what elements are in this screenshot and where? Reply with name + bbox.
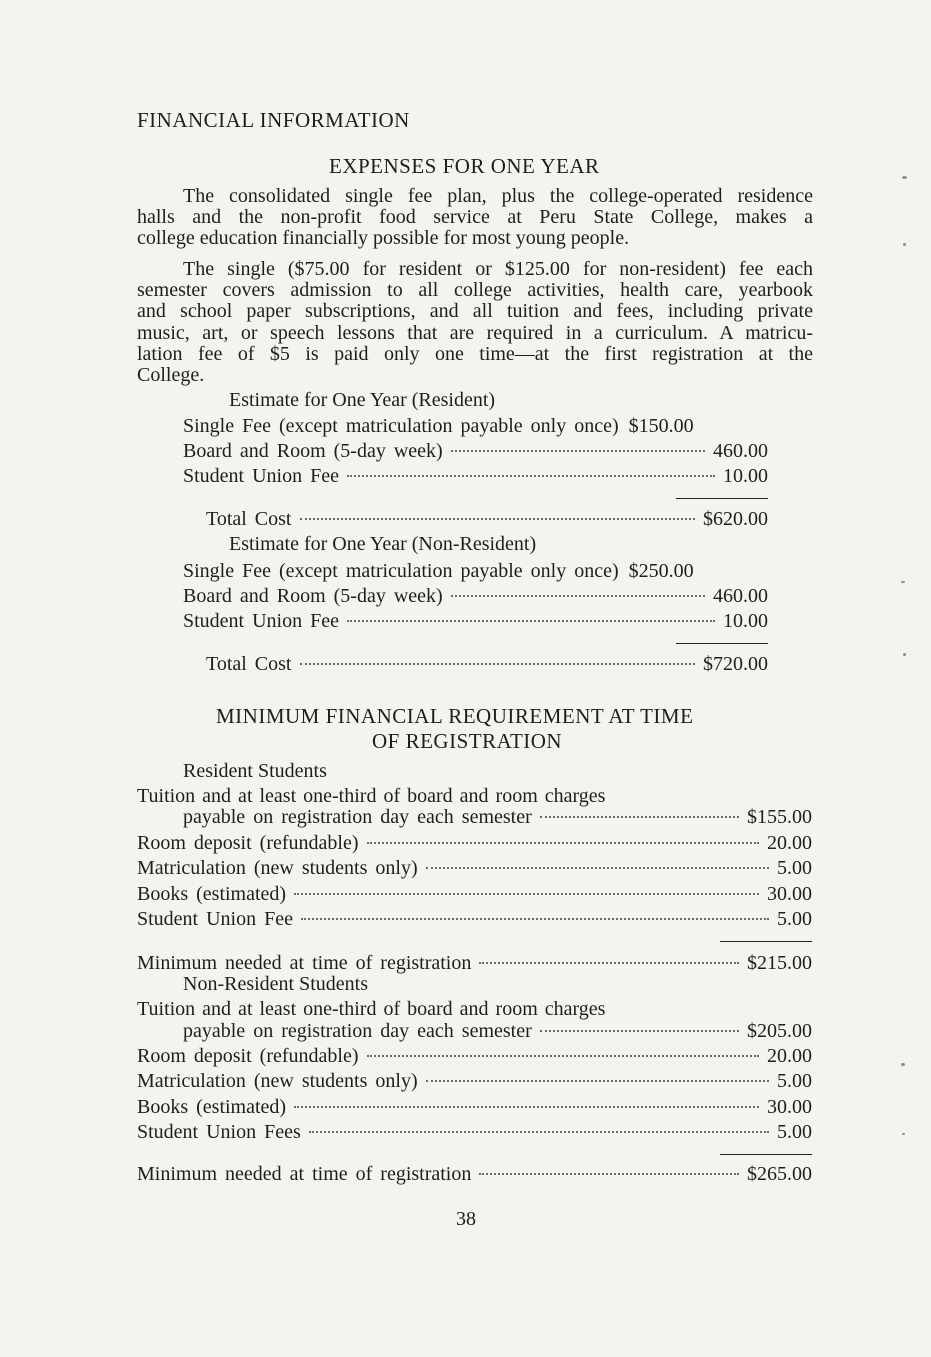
row-label: Books (estimated)	[137, 883, 287, 905]
dot-leader	[540, 816, 739, 818]
row-label: Minimum needed at time of registration	[137, 952, 472, 974]
row-amount: $150.00	[628, 415, 694, 437]
row-amount: 5.00	[777, 1121, 812, 1143]
nonresident-estimate-heading: Estimate for One Year (Non-Resident)	[229, 533, 537, 555]
paragraph-line: The single ($75.00 for resident or $125.00 for non-resident) fee each	[183, 258, 813, 280]
row-label: Student Union Fees	[137, 1121, 301, 1143]
row-amount: 30.00	[767, 883, 812, 905]
nonresident-room-deposit-row	[137, 1044, 812, 1068]
paragraph-line: music, art, or speech lessons that are required in a curriculum. A matricu-	[137, 321, 813, 344]
paragraph-line: halls and the non-profit food service at Peru State College, makes a	[137, 206, 813, 229]
resident-students-heading: Resident Students	[183, 760, 327, 782]
row-amount: 10.00	[723, 610, 768, 632]
row-amount: $720.00	[703, 653, 768, 675]
resident-board-row	[183, 439, 768, 463]
dot-leader	[300, 663, 696, 665]
nonresident-single-fee-row	[183, 559, 768, 583]
paragraph-line: semester covers admission to all college activities, health care, yearbook	[137, 279, 813, 302]
resident-union-row	[183, 464, 768, 488]
total-rule	[720, 941, 812, 942]
dot-leader	[294, 1106, 759, 1108]
row-label: Student Union Fee	[137, 908, 293, 930]
resident-matriculation-row	[137, 856, 812, 880]
row-amount: 10.00	[723, 465, 768, 487]
nonresident-tuition-line1: Tuition and at least one-third of board and room charges	[137, 998, 606, 1020]
row-label: Books (estimated)	[137, 1096, 287, 1118]
dot-leader	[540, 1030, 739, 1032]
nonresident-total-row	[206, 652, 768, 676]
row-amount: 5.00	[777, 1070, 812, 1092]
row-amount: $155.00	[747, 806, 812, 828]
nonresident-students-heading: Non-Resident Students	[183, 973, 368, 995]
minimum-heading-line2: OF REGISTRATION	[372, 729, 563, 753]
row-label: Student Union Fee	[183, 465, 339, 487]
row-label: payable on registration day each semester	[183, 806, 532, 828]
paragraph-line: The consolidated single fee plan, plus the college-operated residence	[183, 185, 813, 207]
dot-leader	[347, 620, 715, 622]
row-amount: 460.00	[713, 585, 768, 607]
row-amount: $250.00	[628, 560, 694, 582]
nonresident-minimum-total-row	[137, 1162, 812, 1186]
nonresident-matriculation-row	[137, 1069, 812, 1093]
row-label: Total Cost	[206, 508, 292, 530]
row-label: Single Fee (except matriculation payable only once)	[183, 560, 619, 582]
resident-tuition-row	[183, 805, 812, 829]
resident-union-fee-row	[137, 907, 812, 931]
page-number: 38	[456, 1208, 476, 1230]
dot-leader	[300, 518, 696, 520]
row-label: Student Union Fee	[183, 610, 339, 632]
resident-books-row	[137, 882, 812, 906]
row-amount: 5.00	[777, 908, 812, 930]
minimum-heading-line1: MINIMUM FINANCIAL REQUIREMENT AT TIME	[216, 704, 694, 728]
dot-leader	[309, 1131, 769, 1133]
page-title: FINANCIAL INFORMATION	[137, 108, 410, 132]
resident-room-deposit-row	[137, 831, 812, 855]
row-amount: $205.00	[747, 1020, 812, 1042]
resident-minimum-total-row	[137, 951, 812, 975]
expenses-heading: EXPENSES FOR ONE YEAR	[329, 154, 600, 178]
scan-speck	[902, 176, 907, 179]
row-amount: 5.00	[777, 857, 812, 879]
dot-leader	[367, 842, 760, 844]
row-amount: $620.00	[703, 508, 768, 530]
row-label: payable on registration day each semester	[183, 1020, 532, 1042]
dot-leader	[451, 595, 705, 597]
row-amount: 20.00	[767, 832, 812, 854]
dot-leader	[426, 1080, 769, 1082]
paragraph-line: lation fee of $5 is paid only one time—at the first registration at the	[137, 342, 813, 365]
dot-leader	[479, 962, 739, 964]
resident-tuition-line1: Tuition and at least one-third of board and room charges	[137, 785, 606, 807]
total-rule	[676, 498, 768, 499]
dot-leader	[301, 918, 769, 920]
nonresident-union-row	[183, 609, 768, 633]
total-rule	[720, 1154, 812, 1155]
paragraph-line: and school paper subscriptions, and all tuition and fees, including private	[137, 300, 813, 323]
row-label: Matriculation (new students only)	[137, 1070, 418, 1092]
row-label: Minimum needed at time of registration	[137, 1163, 472, 1185]
fee-paragraph	[137, 259, 813, 386]
nonresident-books-row	[137, 1095, 812, 1119]
nonresident-tuition-row	[183, 1019, 812, 1043]
row-label: Room deposit (refundable)	[137, 1045, 359, 1067]
row-amount: 30.00	[767, 1096, 812, 1118]
row-label: Single Fee (except matriculation payable only once)	[183, 415, 619, 437]
dot-leader	[294, 893, 759, 895]
dot-leader	[426, 867, 769, 869]
row-label: Total Cost	[206, 653, 292, 675]
scan-speck	[903, 243, 906, 246]
paragraph-line: College.	[137, 364, 205, 387]
resident-single-fee-row	[183, 414, 768, 438]
paragraph-line: college education financially possible for most young people.	[137, 227, 630, 250]
nonresident-union-fees-row	[137, 1120, 812, 1144]
row-amount: 460.00	[713, 440, 768, 462]
scan-speck	[901, 581, 905, 583]
scan-speck	[902, 1133, 905, 1135]
resident-total-row	[206, 507, 768, 531]
dot-leader	[479, 1173, 739, 1175]
row-label: Board and Room (5-day week)	[183, 585, 443, 607]
row-label: Room deposit (refundable)	[137, 832, 359, 854]
row-amount: 20.00	[767, 1045, 812, 1067]
row-label: Matriculation (new students only)	[137, 857, 418, 879]
total-rule	[676, 643, 768, 644]
resident-estimate-heading: Estimate for One Year (Resident)	[229, 389, 496, 411]
dot-leader	[451, 450, 705, 452]
nonresident-board-row	[183, 584, 768, 608]
dot-leader	[367, 1055, 760, 1057]
intro-paragraph	[137, 186, 813, 250]
dot-leader	[347, 475, 715, 477]
row-label: Board and Room (5-day week)	[183, 440, 443, 462]
row-amount: $265.00	[747, 1163, 812, 1185]
row-amount: $215.00	[747, 952, 812, 974]
scan-speck	[901, 1063, 905, 1066]
scan-speck	[903, 653, 906, 656]
